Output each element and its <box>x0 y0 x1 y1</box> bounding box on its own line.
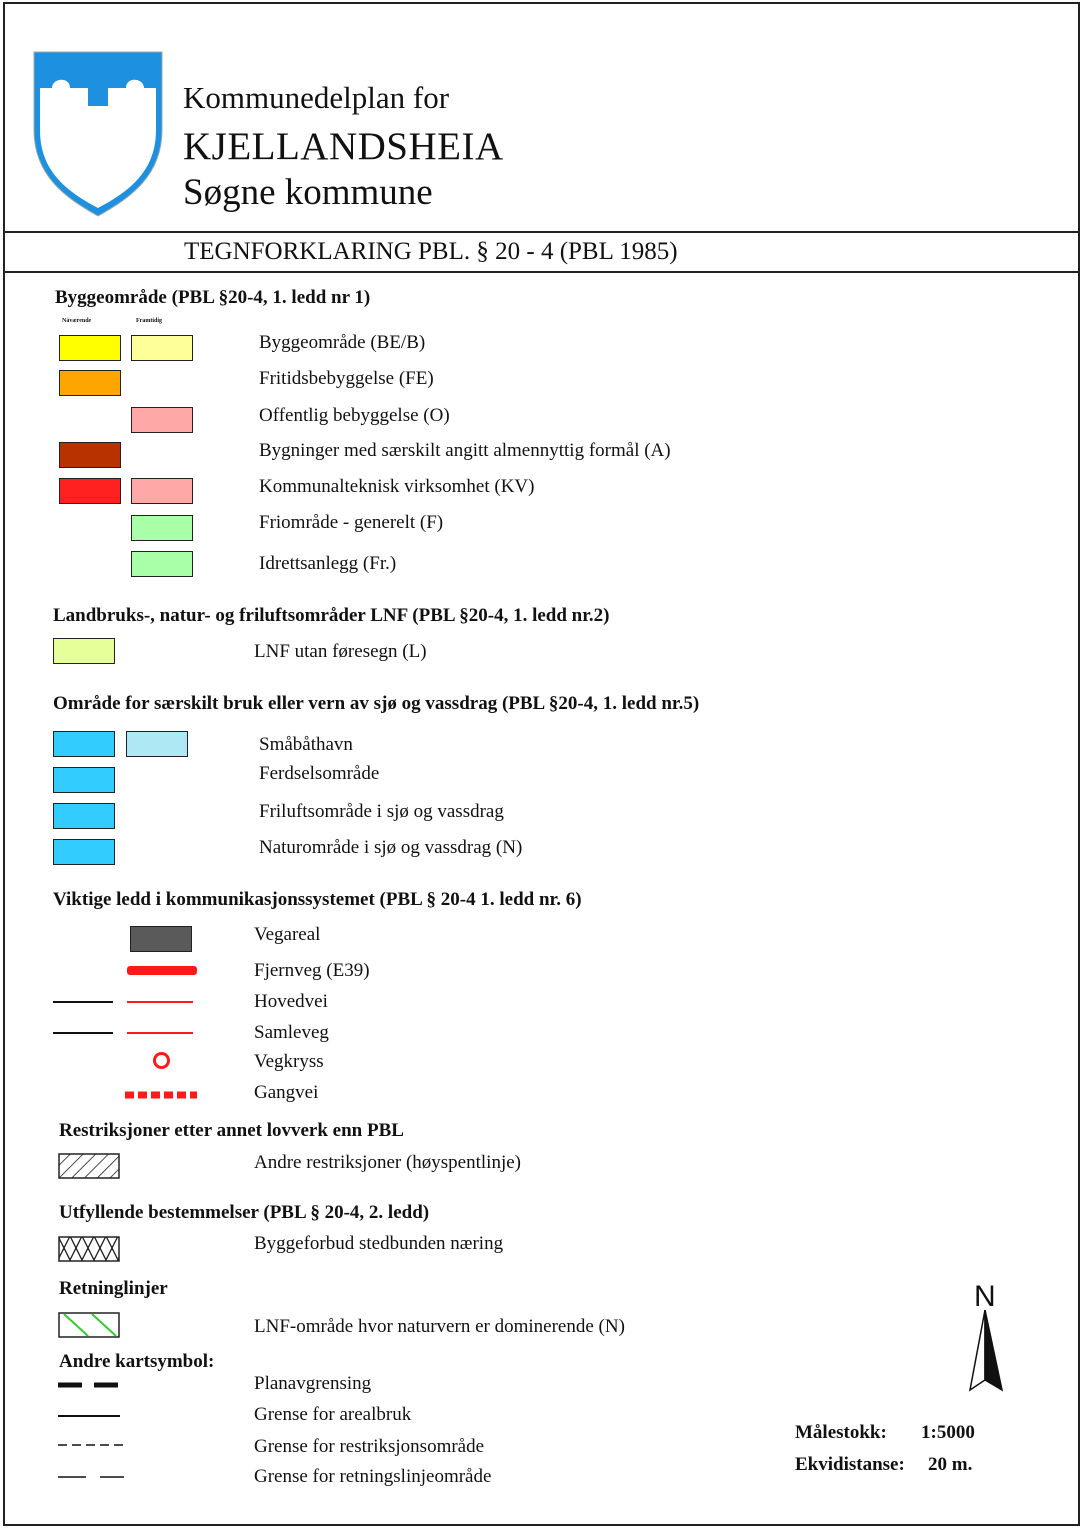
symbol-grense-arealbruk <box>58 1415 120 1417</box>
legend-label: Idrettsanlegg (Fr.) <box>259 553 397 574</box>
swatch-kommunalteknisk-existing <box>59 478 121 504</box>
swatch-byggeforbud-crosshatch <box>58 1236 120 1262</box>
symbol-fjernveg <box>127 966 197 975</box>
section-title-restriksjoner: Restriksjoner etter annet lovverk enn PBL <box>59 1120 404 1141</box>
section-title-andre-kartsymbol: Andre kartsymbol: <box>59 1351 215 1372</box>
legend-label: Kommunalteknisk virksomhet (KV) <box>259 476 535 497</box>
column-label-existing: Nåværende <box>62 318 92 324</box>
section-title-lnf: Landbruks-, natur- og friluftsområder LNF (PBL §20-4, 1. ledd nr.2) <box>53 605 610 626</box>
swatch-naturomrade <box>53 839 115 865</box>
north-arrow <box>962 1280 1012 1395</box>
swatch-smabathavn-existing <box>53 731 115 757</box>
legend-label: Småbåthavn <box>259 734 353 755</box>
legend-label: Bygninger med særskilt angitt almennyttig formål (A) <box>259 440 671 461</box>
symbol-samleveg-existing <box>53 1032 113 1034</box>
swatch-friomrade <box>131 515 193 541</box>
header-divider <box>3 231 1080 233</box>
legend-label: Vegkryss <box>254 1051 324 1072</box>
legend-label: Samleveg <box>254 1022 329 1043</box>
legend-label: Hovedvei <box>254 991 328 1012</box>
section-title-utfyllende: Utfyllende bestemmelser (PBL § 20-4, 2. ledd) <box>59 1202 430 1223</box>
legend-label: Planavgrensing <box>254 1373 372 1394</box>
symbol-hovedvei-future <box>127 1001 193 1003</box>
legend-label: Gangvei <box>254 1082 319 1103</box>
municipality-name: Søgne kommune <box>183 172 433 213</box>
scale-value: 1:5000 <box>921 1422 975 1443</box>
symbol-gangvei <box>125 1090 197 1100</box>
plan-subtitle: Kommunedelplan for <box>183 80 450 115</box>
swatch-kommunalteknisk-future <box>131 478 193 504</box>
scale-label: Målestokk: <box>795 1422 887 1443</box>
swatch-fritidsbebyggelse <box>59 370 121 396</box>
legend-label: Grense for retningslinjeområde <box>254 1466 492 1487</box>
symbol-vegkryss <box>153 1052 170 1069</box>
legend-label: Byggeområde (BE/B) <box>259 332 426 353</box>
swatch-smabathavn-future <box>126 731 188 757</box>
legend-label: Byggeforbud stedbunden næring <box>254 1233 504 1254</box>
legend-title: TEGNFORKLARING PBL. § 20 - 4 (PBL 1985) <box>184 238 678 265</box>
swatch-idrettsanlegg <box>131 551 193 577</box>
legend-label: Fjernveg (E39) <box>254 960 370 981</box>
swatch-naturvern-hatch <box>58 1312 120 1338</box>
legend-label: Friområde - generelt (F) <box>259 512 444 533</box>
swatch-hoyspent-hatch <box>58 1153 120 1179</box>
swatch-byggeomrade-existing <box>59 335 121 361</box>
legend-label: Offentlig bebyggelse (O) <box>259 405 450 426</box>
swatch-byggeomrade-future <box>131 335 193 361</box>
swatch-friluftsomrade <box>53 803 115 829</box>
symbol-samleveg-future <box>127 1032 193 1034</box>
legend-label: Andre restriksjoner (høyspentlinje) <box>254 1152 521 1173</box>
section-title-sjo: Område for særskilt bruk eller vern av sjø og vassdrag (PBL §20-4, 1. ledd nr.5) <box>53 693 700 714</box>
symbol-grense-restriksjon <box>58 1442 124 1448</box>
column-label-future: Framtidig <box>136 318 162 324</box>
north-arrow-icon <box>962 1310 1012 1394</box>
contour-interval-value: 20 m. <box>928 1454 973 1475</box>
swatch-offentlig <box>131 407 193 433</box>
section-title-kommunikasjon: Viktige ledd i kommunikasjonssystemet (PBL § 20-4 1. ledd nr. 6) <box>53 889 582 910</box>
symbol-grense-retningslinje <box>58 1474 124 1480</box>
swatch-ferdselsomrade <box>53 767 115 793</box>
legend-label: Naturområde i sjø og vassdrag (N) <box>259 837 523 858</box>
north-label: N <box>974 1280 996 1313</box>
plan-title: KJELLANDSHEIA <box>183 125 504 168</box>
legend-label: Vegareal <box>254 924 321 945</box>
legend-label: Friluftsområde i sjø og vassdrag <box>259 801 504 822</box>
legend-label: LNF utan føresegn (L) <box>254 641 427 662</box>
swatch-almennyttig <box>59 442 121 468</box>
section-title-byggeomrade: Byggeområde (PBL §20-4, 1. ledd nr 1) <box>55 287 371 308</box>
legend-label: Fritidsbebyggelse (FE) <box>259 368 434 389</box>
legend-label: Grense for restriksjonsområde <box>254 1436 485 1457</box>
contour-interval-label: Ekvidistanse: <box>795 1454 905 1475</box>
swatch-vegareal <box>130 926 192 952</box>
symbol-hovedvei-existing <box>53 1001 113 1003</box>
legend-label: LNF-område hvor naturvern er dominerende (N) <box>254 1316 625 1337</box>
swatch-lnf <box>53 638 115 664</box>
legend-label: Ferdselsområde <box>259 763 380 784</box>
section-title-retninglinjer: Retninglinjer <box>59 1278 168 1299</box>
coat-of-arms-logo <box>30 48 166 220</box>
symbol-planavgrensing <box>58 1380 124 1390</box>
legend-title-divider <box>3 271 1080 273</box>
legend-label: Grense for arealbruk <box>254 1404 412 1425</box>
